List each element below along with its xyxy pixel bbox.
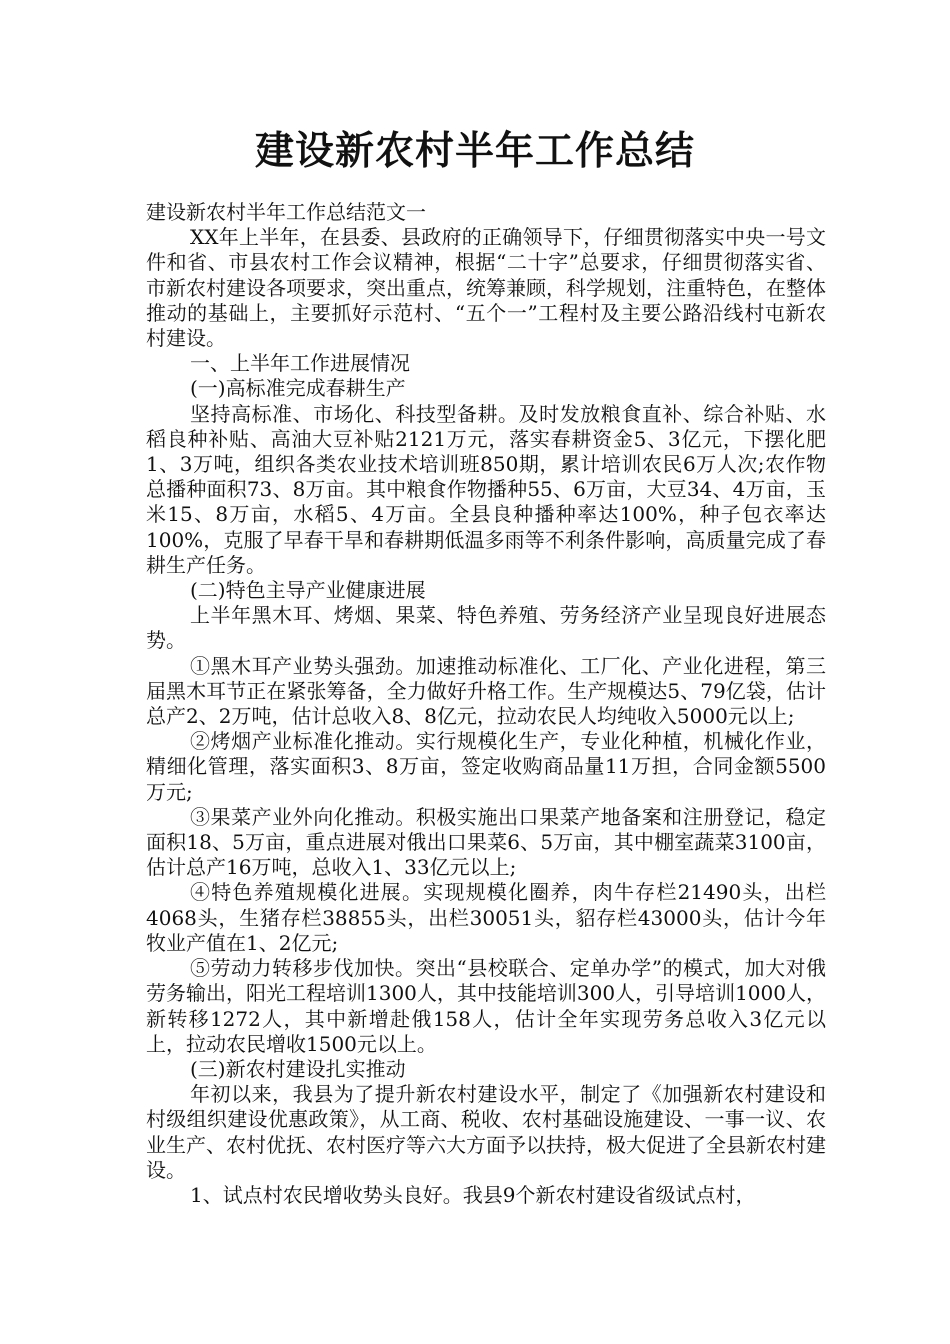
document-title: 建设新农村半年工作总结 [254,129,695,174]
paragraph: 年初以来，我县为了提升新农村建设水平，制定了《加强新农村建设和村级组织建设优惠政策》，从工商、税收、农村基础设施建设、一事一议、农业生产、农村优抚、农村医疗等六大方面予以扶持，极大促进了全县新农村建设。 [146,1082,826,1182]
list-item: ②烤烟产业标准化推动。实行规模化生产，专业化种植，机械化作业，精细化管理，落实面积3、8万亩，签定收购商品量11万担，合同金额5500万元; [146,729,826,804]
subsection-heading: (一)高标准完成春耕生产 [190,376,406,401]
document-subtitle: 建设新农村半年工作总结范文一 [146,200,426,224]
paragraph: XX年上半年，在县委、县政府的正确领导下，仔细贯彻落实中央一号文件和省、市县农村工作会议精神，根据“二十字”总要求，仔细贯彻落实省、市新农村建设各项要求，突出重点，统筹兼顾，科学规划，注重特色，在整体推动的基础上，主要抓好示范村、“五个一”工程村及主要公路沿线村屯新农村建设。 [146,225,826,351]
paragraph: 1、试点村农民增收势头良好。我县9个新农村建设省级试点村， [190,1182,756,1207]
subsection-heading: (三)新农村建设扎实推动 [190,1056,406,1081]
list-item: ①黑木耳产业势头强劲。加速推动标准化、工厂化、产业化进程，第三届黑木耳节正在紧张筹备，全力做好升格工作。生产规模达5、79亿袋，估计总产2、2万吨，估计总收入8、8亿元，拉动农民人均纯收入5000元以上; [146,653,826,729]
paragraph: 上半年黑木耳、烤烟、果菜、特色养殖、劳务经济产业呈现良好进展态势。 [146,603,826,653]
list-item: ④特色养殖规模化进展。实现规模化圈养，肉牛存栏21490头，出栏4068头，生猪存栏38855头，出栏30051头，貂存栏43000头，估计今年牧业产值在1、2亿元; [146,880,826,955]
document-body [146,200,826,1208]
subsection-heading: (二)特色主导产业健康进展 [190,578,426,603]
list-item: ⑤劳动力转移步伐加快。突出“县校联合、定单办学”的模式，加大对俄劳务输出，阳光工程培训1300人，其中技能培训300人，引导培训1000人，新转移1272人，其中新增赴俄158人，估计全年实现劳务总收入3亿元以上，拉动农民增收1500元以上。 [146,956,826,1056]
list-item: ③果菜产业外向化推动。积极实施出口果菜产地备案和注册登记，稳定面积18、5万亩，重点进展对俄出口果菜6、5万亩，其中棚室蔬菜3100亩，估计总产16万吨，总收入1、33亿元以上; [146,804,826,880]
section-heading: 一、上半年工作进展情况 [190,351,410,376]
paragraph: 坚持高标准、市场化、科技型备耕。及时发放粮食直补、综合补贴、水稻良种补贴、高油大豆补贴2121万元，落实春耕资金5、3亿元，下摆化肥1、3万吨，组织各类农业技术培训班850期，累计培训农民6万人次;农作物总播种面积73、8万亩。其中粮食作物播种55、6万亩，大豆34、4万亩，玉米15、8万亩，水稻5、4万亩。全县良种播种率达100%，种子包衣率达100%，克服了早春干旱和春耕期低温多雨等不利条件影响，高质量完成了春耕生产任务。 [146,401,826,577]
